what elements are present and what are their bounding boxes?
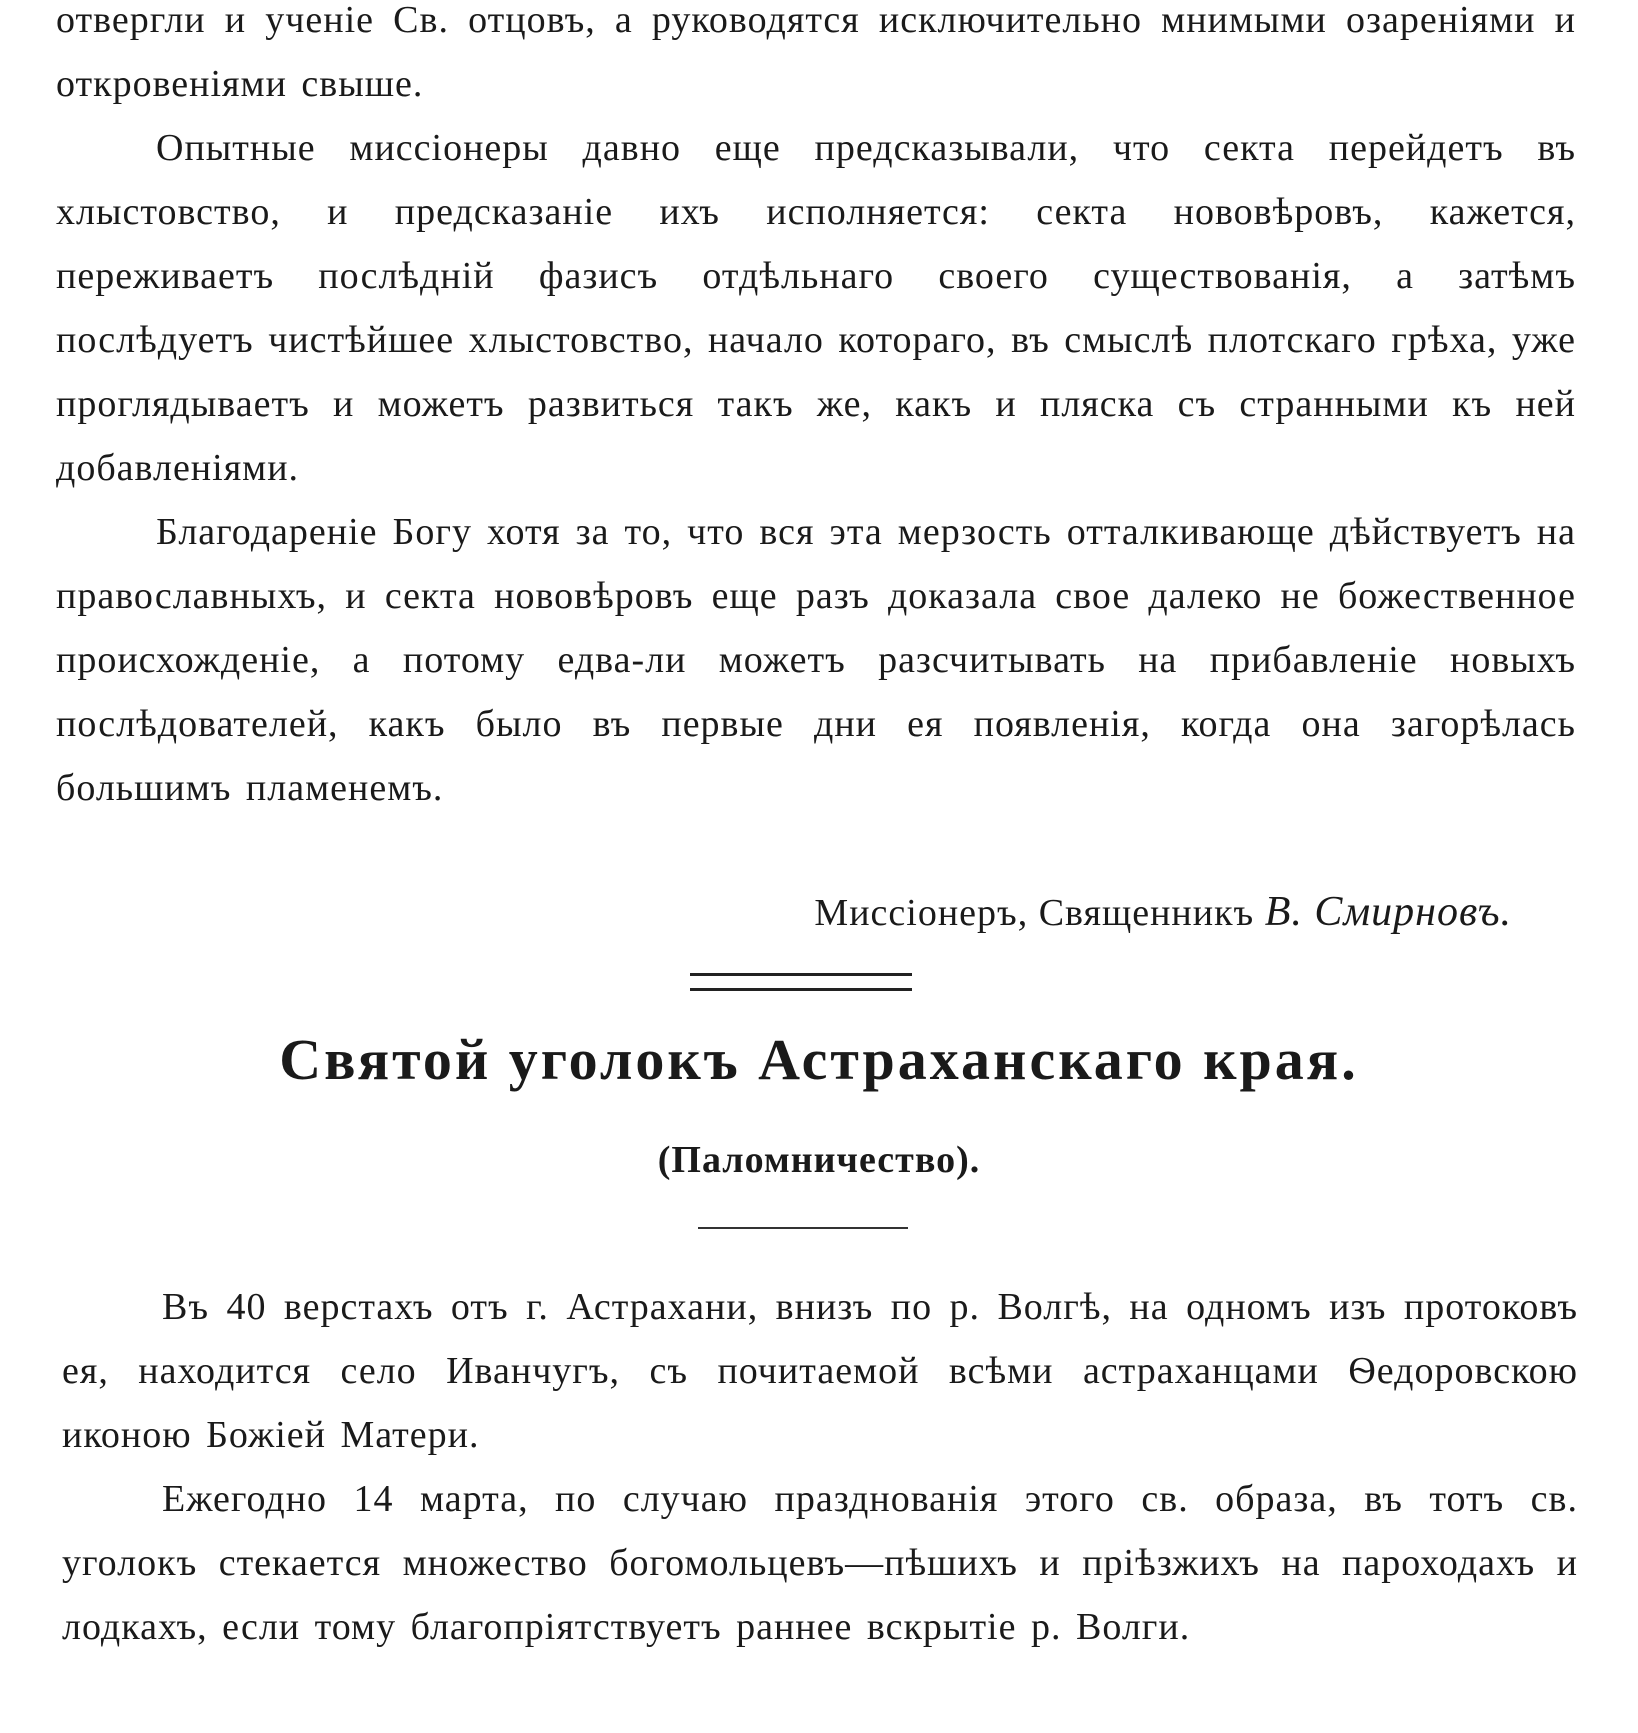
paragraph-pilgrims: Ежегодно 14 марта, по случаю празднованія этого св. образа, въ тотъ св. уголокъ стекается множество богомольцевъ—пѣшихъ и пріѣзжихъ на пароходахъ и лодкахъ, если тому благопріятствуетъ раннее вскрытіе р. Волги. xyxy=(62,1478,1578,1648)
article-subtitle: (Паломничество). xyxy=(657,1139,981,1181)
section-divider-double xyxy=(690,973,912,991)
article-end-text xyxy=(56,0,1576,820)
article-title: Святой уголокъ Астраханскаго края. xyxy=(279,1027,1359,1092)
author-name: В. Смирновъ. xyxy=(1264,889,1512,935)
paragraph-missionaries-prediction: Опытные миссіонеры давно еще предсказывали, что секта перейдетъ въ хлыстовство, и предсказаніе ихъ исполняется: секта нововѣровъ, кажется, переживаетъ послѣдній фазисъ отдѣльнаго своего существованія, а затѣмъ послѣдуетъ чистѣйшее хлыстовство, начало котораго, въ смыслѣ плотскаго грѣха, уже проглядываетъ и можетъ развиться такъ же, какъ и пляска съ странными къ ней добавленіями. xyxy=(56,127,1576,489)
author-role: Миссіонеръ, Священникъ xyxy=(814,892,1255,934)
new-article-text xyxy=(62,1275,1578,1659)
paragraph-ivanchug-village: Въ 40 верстахъ отъ г. Астрахани, внизъ по р. Волгѣ, на одномъ изъ протоковъ ея, находится село Иванчугъ, съ почитаемой всѣми астраханцами Ѳедоровскою иконою Божіей Матери. xyxy=(62,1286,1578,1456)
author-signature xyxy=(814,880,1512,945)
paragraph-thanksgiving: Благодареніе Богу хотя за то, что вся эта мерзость отталкивающе дѣйствуетъ на православныхъ, и секта нововѣровъ еще разъ доказала свое далеко не божественное происхожденіе, а потому едва-ли можетъ разсчитывать на прибавленіе новыхъ послѣдователей, какъ было въ первые дни ея появленія, когда она загорѣлась большимъ пламенемъ. xyxy=(56,511,1576,809)
paragraph-continuation: отвергли и ученіе Св. отцовъ, а руководятся исключительно мнимыми озареніями и откровеніями свыше. xyxy=(56,0,1576,105)
subtitle-divider xyxy=(698,1227,908,1229)
